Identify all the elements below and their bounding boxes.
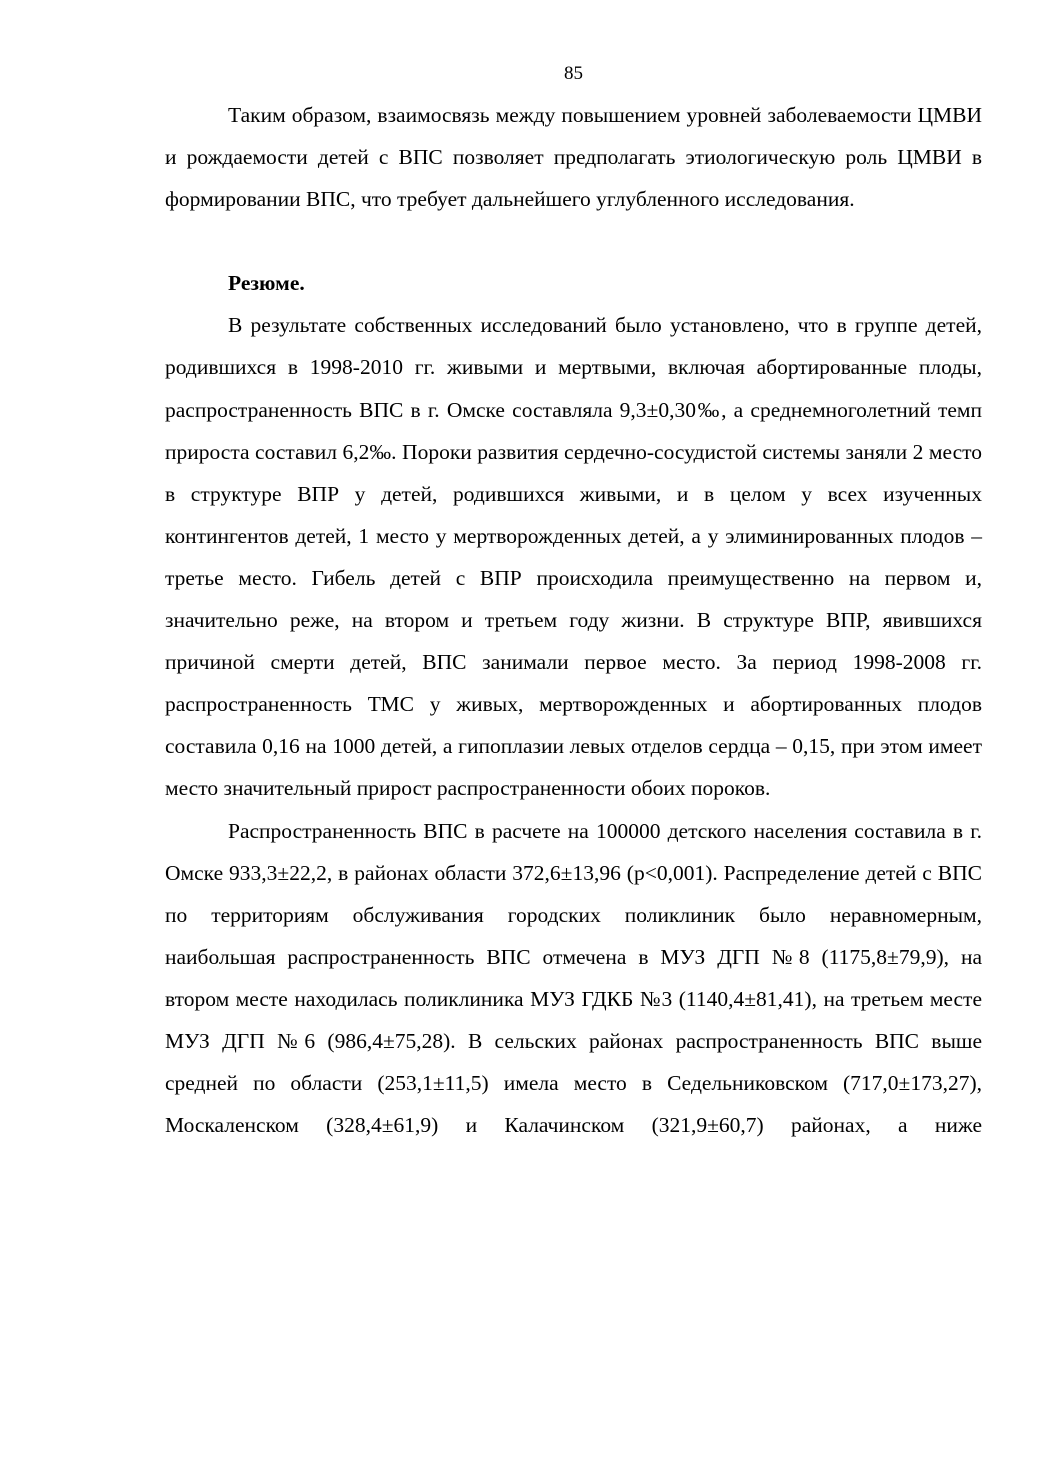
section-heading-summary: Резюме. bbox=[228, 271, 305, 296]
paragraph-gap bbox=[165, 220, 982, 262]
paragraph-prevalence: Распространенность ВПС в расчете на 100000 детского населения составила в г. Омске 933,3±22,2, в районах области 372,6±13,96 (p<0,001). Распределение детей с ВПС по территориям обслуживания городских поликлиник было неравномерным, наибольшая распространенность ВПС отмечена в МУЗ ДГП №8 (1175,8±79,9), на втором месте находилась поликлиника МУЗ ГДКБ №3 (1140,4±81,41), на третьем месте МУЗ ДГП №6 (986,4±75,28). В сельских районах распространенность ВПС выше средней по области (253,1±11,5) имела место в Седельниковском (717,0±173,27), Москаленском (328,4±61,9) и Калачинском (321,9±60,7) районах, а ниже bbox=[165, 818, 982, 1138]
page-number: 85 bbox=[564, 63, 583, 84]
body-text bbox=[165, 94, 982, 1146]
paragraph-summary-findings: В результате собственных исследований было установлено, что в группе детей, родившихся в 1998-2010 гг. живыми и мертвыми, включая абортированные плоды, распространенность ВПС в г. Омске составляла 9,3±0,30‰, а среднемноголетний темп прироста составил 6,2‰. Пороки развития сердечно-сосудистой системы заняли 2 место в структуре ВПР у детей, родившихся живыми, и в целом у всех изученных контингентов детей, 1 место у мертворожденных детей, а у элиминированных плодов – третье место. Гибель детей с ВПР происходила преимущественно на первом и, значительно реже, на втором и третьем году жизни. В структуре ВПР, явившихся причиной смерти детей, ВПС занимали первое место. За период 1998-2008 гг. распространенность ТМС у живых, мертворожденных и абортированных плодов составила 0,16 на 1000 детей, а гипоплазии левых отделов сердца – 0,15, при этом имеет место значительный прирост распространенности обоих пороков. bbox=[165, 313, 982, 801]
paragraph-conclusion: Таким образом, взаимосвязь между повышением уровней заболеваемости ЦМВИ и рождаемости детей с ВПС позволяет предполагать этиологическую роль ЦМВИ в формировании ВПС, что требует дальнейшего углубленного исследования. bbox=[165, 103, 982, 212]
